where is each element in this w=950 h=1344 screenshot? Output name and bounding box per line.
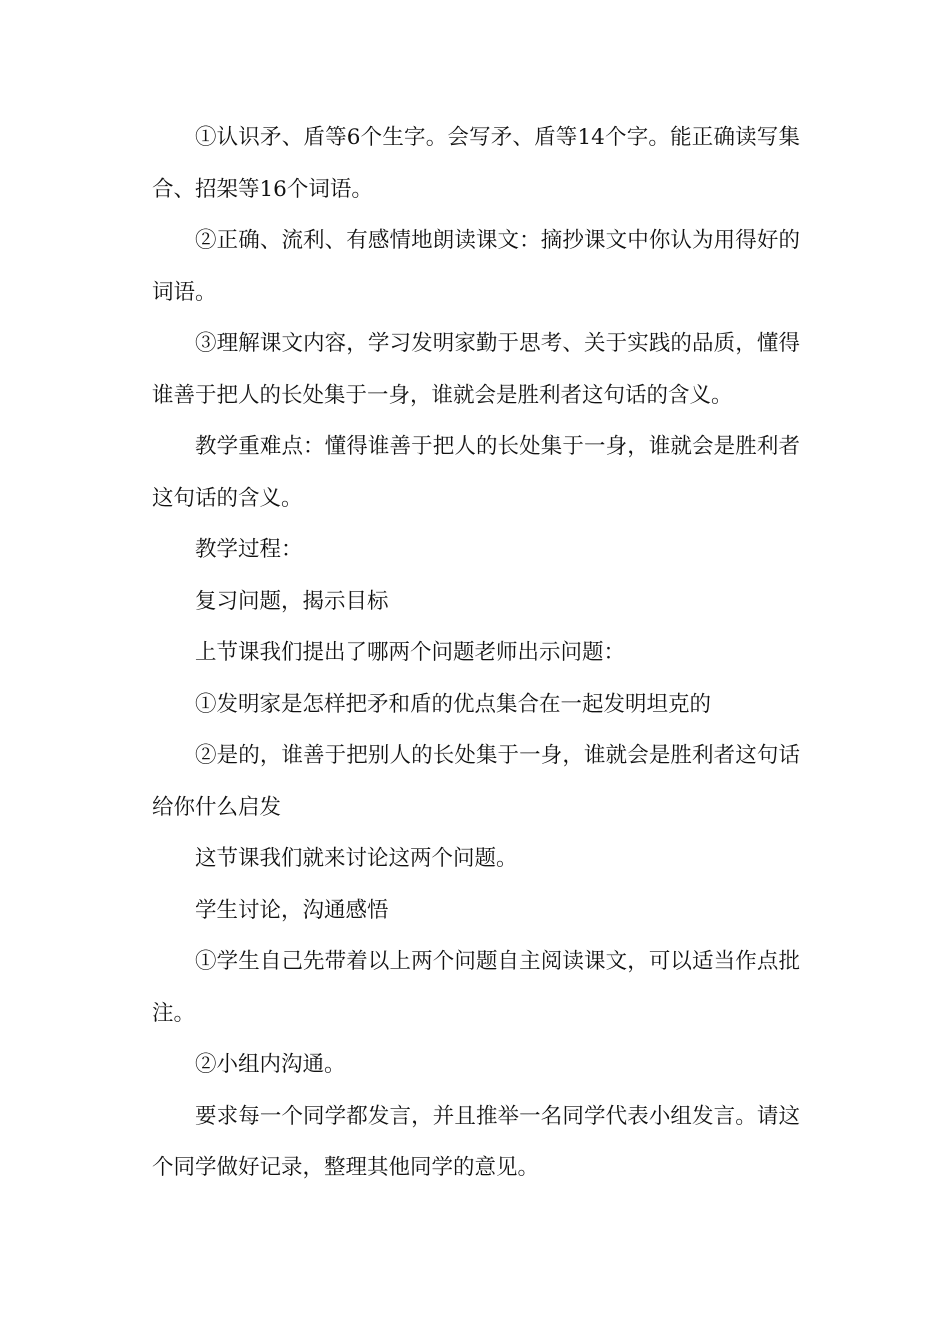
paragraph-question-2: ②是的，谁善于把别人的长处集于一身，谁就会是胜利者这句话给你什么启发: [152, 743, 800, 820]
paragraph-discussion-heading: 学生讨论，沟通感悟: [195, 897, 389, 923]
paragraph-objective-3: ③理解课文内容，学习发明家勤于思考、关于实践的品质，懂得谁善于把人的长处集于一身，谁就会是胜利者这句话的含义。: [152, 331, 800, 408]
document-body: [152, 112, 800, 1194]
paragraph-review-intro: 上节课我们提出了哪两个问题老师出示问题：: [195, 640, 626, 665]
paragraph-objective-2: ②正确、流利、有感情地朗读课文：摘抄课文中你认为用得好的词语。: [152, 228, 800, 305]
paragraph-discussion-intro: 这节课我们就来讨论这两个问题。: [195, 846, 518, 871]
paragraph-key-difficulty: 教学重难点：懂得谁善于把人的长处集于一身，谁就会是胜利者这句话的含义。: [152, 434, 800, 511]
paragraph-objective-1: ①认识矛、盾等6个生字。会写矛、盾等14个字。能正确读写集合、招架等16个词语。: [152, 125, 800, 202]
paragraph-question-1: ①发明家是怎样把矛和盾的优点集合在一起发明坦克的: [195, 691, 712, 717]
paragraph-requirement: 要求每一个同学都发言，并且推举一名同学代表小组发言。请这个同学做好记录，整理其他同学的意见。: [152, 1103, 800, 1180]
paragraph-review-heading: 复习问题，揭示目标: [195, 588, 389, 614]
paragraph-step-2: ②小组内沟通。: [195, 1052, 346, 1077]
paragraph-process-heading: 教学过程：: [195, 537, 303, 562]
paragraph-step-1: ①学生自己先带着以上两个问题自主阅读课文，可以适当作点批注。: [152, 949, 800, 1026]
